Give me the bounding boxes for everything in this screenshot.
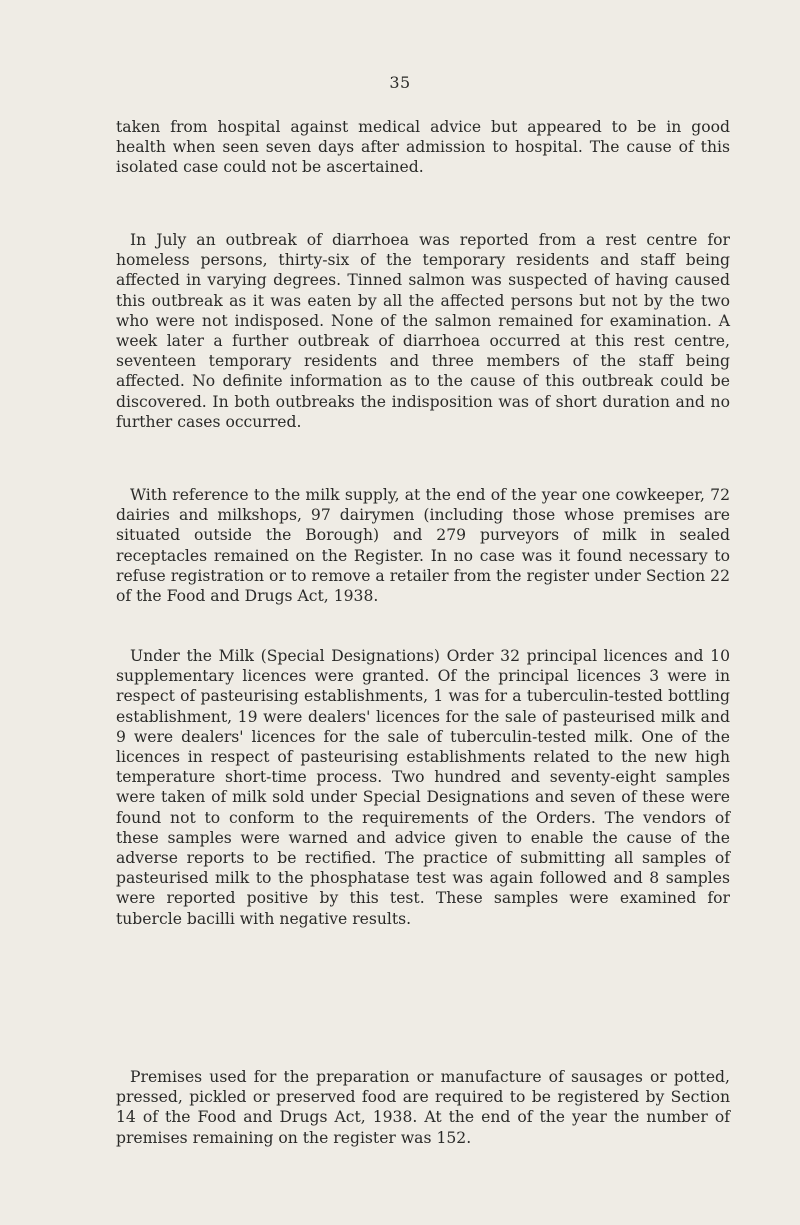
paragraph-milk-supply: With reference to the milk supply, at the end of the year one cowkeeper, 72 dairies and milkshops, 97 dairymen (including those whose premises are situated outside the Borough) and 279 purveyors of milk in sealed receptacles remained on the Register. In no case was it found necessary to refuse registration or to remove a retailer from the register under Section 22 of the Food and Drugs Act, 1938. — [116, 486, 730, 606]
paragraph-special-designations: Under the Milk (Special Designations) Order 32 principal licences and 10 supplementary licences were granted. Of the principal licences 3 were in respect of pasteurising establishments, 1 was for a tuberculin-tested bottling establishment, 19 were dealers' licences for the sale of pasteurised milk and 9 were dealers' licences for the sale of tuberculin-tested milk. One of the licences in respect of pasteurising establishments related to the new high temperature short-time process. Two hundred and seventy-eight samples were taken of milk sold under Special Designations and seven of these were found not to conform to the requirements of the Orders. The vendors of these samples were warned and advice given to enable the cause of the adverse reports to be rectified. The practice of submitting all samples of pasteurised milk to the phosphatase test was again followed and 8 samples were reported positive by this test. These samples were examined for tubercle bacilli with negative results. — [116, 647, 730, 928]
paragraph-premises-registration: Premises used for the preparation or manufacture of sausages or potted, pressed, pickled or preserved food are required to be registered by Section 14 of the Food and Drugs Act, 1938. At the end of the year the number of premises remaining on the register was 152. — [116, 1068, 730, 1147]
paragraph-diarrhoea-outbreak: In July an outbreak of diarrhoea was reported from a rest centre for homeless persons, thirty-six of the temporary residents and staff being affected in varying degrees. Tinned salmon was suspected of having caused this outbreak as it was eaten by all the affected persons but not by the two who were not indisposed. None of the salmon remained for examination. A week later a further outbreak of diarrhoea occurred at this rest centre, seventeen temporary residents and three members of the staff being affected. No definite information as to the cause of this outbreak could be discovered. In both outbreaks the indisposition was of short duration and no further cases occurred. — [116, 231, 730, 431]
paragraph-hospital-case: taken from hospital against medical advice but appeared to be in good health when seen seven days after admission to hospital. The cause of this isolated case could not be ascertained. — [116, 118, 730, 177]
page-number: 35 — [389, 73, 411, 92]
